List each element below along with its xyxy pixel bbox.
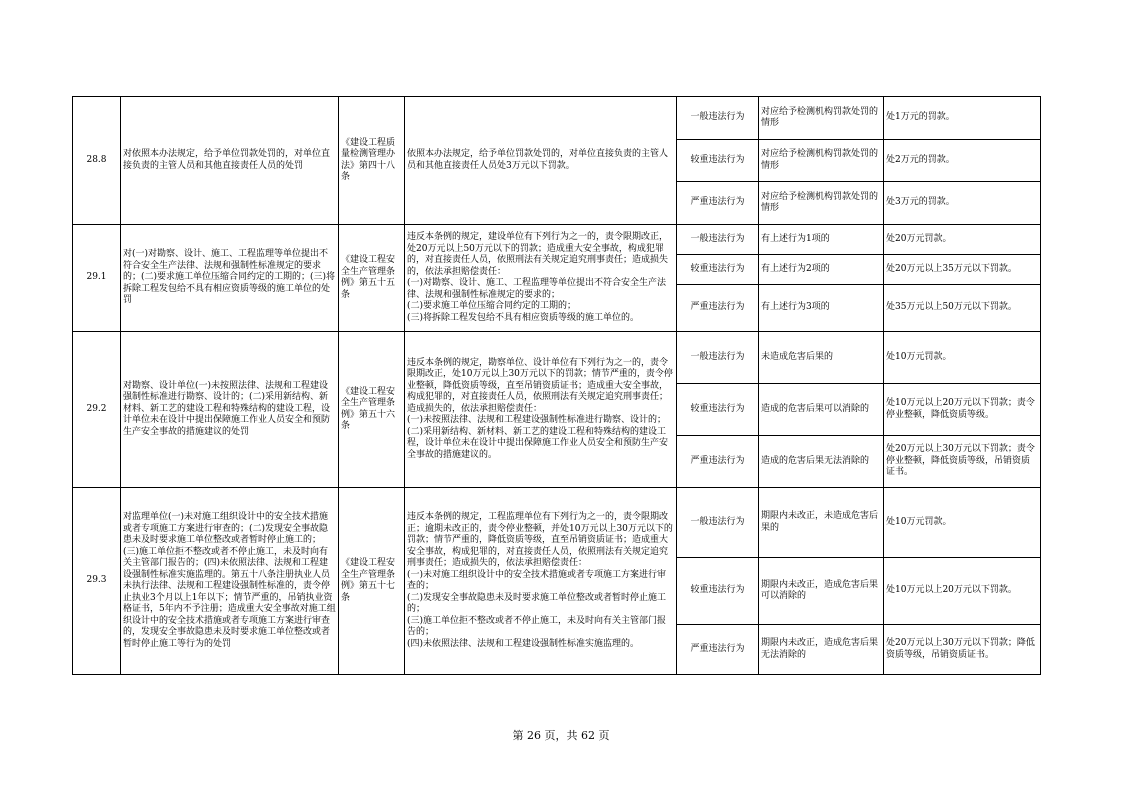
penalty: 处3万元的罚款。 [884, 182, 1041, 225]
item-number: 29.3 [73, 488, 121, 675]
penalty: 处10万元罚款。 [884, 332, 1041, 384]
offense-description: 对(一)对勘察、设计、施工、工程监理等单位提出不符合安全生产法律、法规和强制性标准规定的要求的；(二)要求施工单位压缩合同约定的工期的；(三)将拆除工程发包给不具有相应资质等级的施工单位的处罚 [121, 225, 339, 332]
penalty: 处20万元罚款。 [884, 225, 1041, 255]
violation-level: 严重违法行为 [677, 625, 759, 675]
item-number: 29.1 [73, 225, 121, 332]
circumstance: 对应给予检测机构罚款处罚的情形 [759, 182, 884, 225]
circumstance: 有上述行为2项的 [759, 255, 884, 285]
legal-provision: 违反本条例的规定，建设单位有下列行为之一的，责令限期改正，处20万元以上50万元以下的罚款；造成重大安全事故，构成犯罪的，对直接责任人员，依照刑法有关规定追究刑事责任；造成损失的，依法承担赔偿责任： (一)对勘察、设计、施工、工程监理等单位提出不符合安全生产法律、法规和强制性标准规定的要求的； (二)要求施工单位压缩合同约定的工期的； (三)将拆除工程发包给不具有相应资质等级的施工单位的。 [405, 225, 677, 332]
circumstance: 造成的危害后果无法消除的 [759, 436, 884, 488]
circumstance: 有上述行为1项的 [759, 225, 884, 255]
legal-provision: 违反本条例的规定，勘察单位、设计单位有下列行为之一的，责令限期改正，处10万元以上30万元以下的罚款；情节严重的，责令停业整顿，降低资质等级，直至吊销资质证书；造成重大安全事故，构成犯罪的，对直接责任人员，依照刑法有关规定追究刑事责任；造成损失的，依法承担赔偿责任： (一)未按照法律、法规和工程建设强制性标准进行勘察、设计的； (二)采用新结构、新材料、新工艺的建设工程和特殊结构的建设工程，设计单位未在设计中提出保障施工作业人员安全和预防生产安全事故的措施建议的。 [405, 332, 677, 488]
offense-description: 对依照本办法规定，给予单位罚款处罚的，对单位直接负责的主管人员和其他直接责任人员的处罚 [121, 97, 339, 225]
table-row [73, 97, 1041, 140]
violation-level: 较重违法行为 [677, 558, 759, 625]
circumstance: 对应给予检测机构罚款处罚的情形 [759, 140, 884, 182]
item-number: 28.8 [73, 97, 121, 225]
violation-level: 严重违法行为 [677, 436, 759, 488]
legal-basis: 《建设工程安全生产管理条例》第五十五条 [339, 225, 405, 332]
penalty: 处20万元以上30万元以下罚款；降低资质等级，吊销资质证书。 [884, 625, 1041, 675]
penalty: 处2万元的罚款。 [884, 140, 1041, 182]
legal-provision: 违反本条例的规定，工程监理单位有下列行为之一的，责令限期改正；逾期未改正的，责令停业整顿，并处10万元以上30万元以下的罚款；情节严重的，降低资质等级，直至吊销资质证书；造成重大安全事故，构成犯罪的，对直接责任人员，依照刑法有关规定追究刑事责任；造成损失的，依法承担赔偿责任： (一)未对施工组织设计中的安全技术措施或者专项施工方案进行审查的； (二)发现安全事故隐患未及时要求施工单位整改或者暂时停止施工的； (三)施工单位拒不整改或者不停止施工，未及时向有关主管部门报告的； (四)未依照法律、法规和工程建设强制性标准实施监理的。 [405, 488, 677, 675]
legal-basis: 《建设工程质量检测管理办法》第四十八条 [339, 97, 405, 225]
violation-level: 一般违法行为 [677, 225, 759, 255]
legal-basis: 《建设工程安全生产管理条例》第五十六条 [339, 332, 405, 488]
legal-basis: 《建设工程安全生产管理条例》第五十七条 [339, 488, 405, 675]
penalty: 处35万元以上50万元以下罚款。 [884, 285, 1041, 332]
circumstance: 期限内未改正，未造成危害后果的 [759, 488, 884, 558]
offense-description: 对监理单位(一)未对施工组织设计中的安全技术措施或者专项施工方案进行审查的；(二)发现安全事故隐患未及时要求施工单位整改或者暂时停止施工的；(三)施工单位拒不整改或者不停止施工，未及时向有关主管部门报告的；(四)未依照法律、法规和工程建设强制性标准实施监理的。第五十八条注册执业人员未执行法律、法规和工程建设强制性标准的，责令停止执业3个月以上1年以下；情节严重的，吊销执业资格证书，5年内不予注册；造成重大安全事故对施工组织设计中的安全技术措施或者专项施工方案进行审查的，发现安全事故隐患未及时要求施工单位整改或者暂时停止施工等行为的处罚 [121, 488, 339, 675]
violation-level: 一般违法行为 [677, 97, 759, 140]
penalty: 处20万元以上35万元以下罚款。 [884, 255, 1041, 285]
circumstance: 对应给予检测机构罚款处罚的情形 [759, 97, 884, 140]
page-footer [0, 727, 1122, 743]
circumstance: 未造成危害后果的 [759, 332, 884, 384]
violation-level: 较重违法行为 [677, 255, 759, 285]
penalty: 处20万元以上30万元以下罚款；责令停业整顿，降低资质等级，吊销资质证书。 [884, 436, 1041, 488]
offense-description: 对勘察、设计单位(一)未按照法律、法规和工程建设强制性标准进行勘察、设计的；(二)采用新结构、新材料、新工艺的建设工程和特殊结构的建设工程，设计单位未在设计中提出保障施工作业人员安全和预防生产安全事故的措施建议的处罚 [121, 332, 339, 488]
penalty: 处10万元以上20万元以下罚款。 [884, 558, 1041, 625]
legal-provision: 依照本办法规定，给予单位罚款处罚的，对单位直接负责的主管人员和其他直接责任人员处3万元以下罚款。 [405, 97, 677, 225]
violation-level: 一般违法行为 [677, 488, 759, 558]
penalty: 处1万元的罚款。 [884, 97, 1041, 140]
page-number: 第 26 页，共 62 页 [512, 729, 610, 742]
penalty: 处10万元以上20万元以下罚款；责令停业整顿，降低资质等级。 [884, 384, 1041, 436]
circumstance: 有上述行为3项的 [759, 285, 884, 332]
circumstance: 期限内未改正，造成危害后果可以消除的 [759, 558, 884, 625]
table-row [73, 332, 1041, 384]
violation-level: 严重违法行为 [677, 285, 759, 332]
circumstance: 造成的危害后果可以消除的 [759, 384, 884, 436]
table-row [73, 488, 1041, 558]
violation-level: 一般违法行为 [677, 332, 759, 384]
violation-level: 严重违法行为 [677, 182, 759, 225]
item-number: 29.2 [73, 332, 121, 488]
table-row [73, 225, 1041, 255]
penalty-table [72, 96, 1041, 675]
circumstance: 期限内未改正，造成危害后果无法消除的 [759, 625, 884, 675]
violation-level: 较重违法行为 [677, 140, 759, 182]
violation-level: 较重违法行为 [677, 384, 759, 436]
penalty: 处10万元罚款。 [884, 488, 1041, 558]
